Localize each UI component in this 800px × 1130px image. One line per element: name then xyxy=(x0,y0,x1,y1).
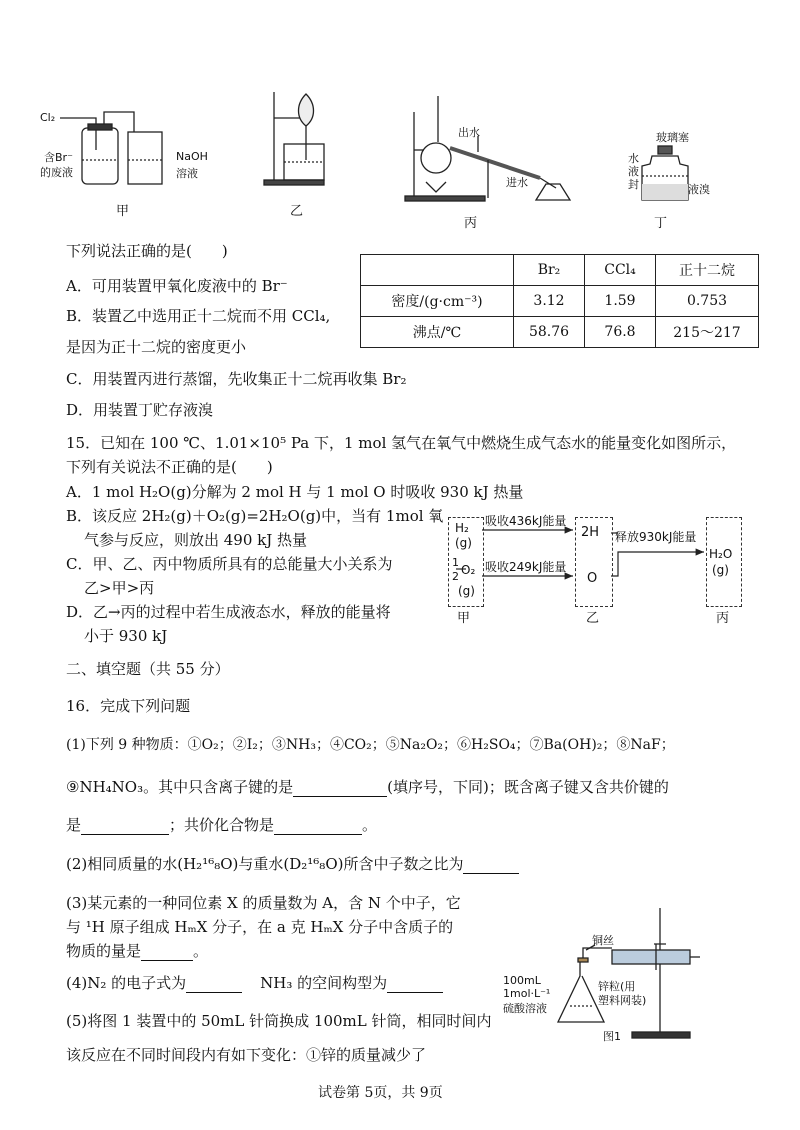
q15-option-c-line1: C．甲、乙、丙中物质所具有的总能量大小关系为 xyxy=(66,555,393,573)
absorb-h-label: 吸收436kJ能量 xyxy=(485,514,567,528)
section-title: 二、填空题（共 55 分） xyxy=(66,660,230,678)
q15-option-d-line1: D．乙→丙的过程中若生成液态水，释放的能量将 xyxy=(66,603,391,621)
q14-option-d: D．用装置丁贮存液溴 xyxy=(66,401,214,419)
q16-p3-line1: (3)某元素的一种同位素 X 的质量数为 A，含 N 个中子，它 xyxy=(66,894,461,912)
seal-label-1: 水 xyxy=(628,152,639,165)
absorb-o-label: 吸收249kJ能量 xyxy=(485,560,567,574)
q14-option-c: C．用装置丙进行蒸馏，先收集正十二烷再收集 Br₂ xyxy=(66,370,407,388)
seal-label-3: 封 xyxy=(628,178,639,191)
q14-option-b-line2: 是因为正十二烷的密度更小 xyxy=(66,338,247,356)
jia-caption: 甲 xyxy=(116,204,130,219)
acid-label-3: 硫酸溶液 xyxy=(503,1002,547,1015)
h2-label: H₂ xyxy=(455,521,469,535)
q15-option-d-line2: 小于 930 kJ xyxy=(84,627,168,645)
zinc-label-2: 塑料网装) xyxy=(598,994,647,1007)
o-label: O xyxy=(587,571,598,586)
ding-caption: 丁 xyxy=(654,216,668,231)
figure-caption: 图1 xyxy=(603,1030,621,1043)
acid-label-1: 100mL xyxy=(503,974,541,987)
table-cell: 密度/(g·cm⁻³) xyxy=(361,286,514,317)
table-cell: 1.59 xyxy=(585,286,656,317)
table-header-cell: Br₂ xyxy=(514,255,585,286)
q15-option-a: A．1 mol H₂O(g)分解为 2 mol H 与 1 mol O 时吸收 930 kJ 热量 xyxy=(66,483,524,501)
q16-p1-line1: (1)下列 9 种物质：①O₂；②I₂；③NH₃；④CO₂；⑤Na₂O₂；⑥H₂SO₄；⑦Ba(OH)₂；⑧NaF； xyxy=(66,737,675,753)
yi-label: 乙 xyxy=(586,611,600,626)
table-cell: 58.76 xyxy=(514,317,585,348)
q16-p3-end: 。 xyxy=(193,942,209,960)
q16-p2-text: (2)相同质量的水(H₂¹⁶₈O)与重水(D₂¹⁶₈O)所含中子数之比为 xyxy=(66,855,464,873)
q16-p3-line2: 与 ¹H 原子组成 HₘX 分子，在 a 克 HₘX 分子中含质子的 xyxy=(66,918,454,936)
o2-label: O₂ xyxy=(461,563,476,577)
bing-label: 丙 xyxy=(716,611,730,626)
half-numerator: 1 xyxy=(452,556,459,569)
table-cell: 76.8 xyxy=(585,317,656,348)
table-cell: 0.753 xyxy=(656,286,759,317)
q15-option-b-line1: B．该反应 2H₂(g)＋O₂(g)=2H₂O(g)中，当有 1mol 氧 xyxy=(66,507,444,525)
q16-p1-line2-text-2: (填序号，下同)；既含离子键又含共价键的 xyxy=(387,778,669,796)
half-denominator: 2 xyxy=(452,570,459,583)
q16-title: 16．完成下列问题 xyxy=(66,697,191,715)
copper-wire-label: 铜丝 xyxy=(592,934,614,947)
cl2-label: Cl₂ xyxy=(40,111,56,124)
g-label-3: (g) xyxy=(712,563,729,577)
q16-p1-line3-text-2: ；共价化合物是 xyxy=(169,816,275,834)
q16-p3-line3-text: 物质的量是 xyxy=(66,942,142,960)
q16-p1-line2-text: ⑨NH₄NO₃。其中只含离子键的是 xyxy=(66,778,294,796)
table-cell: 215～217 xyxy=(656,317,759,348)
h2o-label: H₂O xyxy=(709,547,733,561)
q15-stem-line2: 下列有关说法不正确的是( ) xyxy=(66,458,273,476)
naoh-label-2: 溶液 xyxy=(176,167,198,180)
bing-caption: 丙 xyxy=(464,216,478,231)
water-in-label: 进水 xyxy=(506,176,528,189)
jia-label: 甲 xyxy=(457,611,471,626)
stopper-label: 玻璃塞 xyxy=(656,131,689,144)
q16-p1-line3-text: 是 xyxy=(66,816,82,834)
release-label: 释放930kJ能量 xyxy=(615,530,697,544)
water-out-label: 出水 xyxy=(458,126,480,139)
q14-option-a: A．可用装置甲氧化废液中的 Br⁻ xyxy=(66,277,288,295)
q16-p5-line2: 该反应在不同时间段内有如下变化：①锌的质量减少了 xyxy=(66,1046,427,1064)
q15-option-b-line2: 气参与反应，则放出 490 kJ 热量 xyxy=(84,531,308,549)
yi-caption: 乙 xyxy=(290,204,304,219)
table-cell: 3.12 xyxy=(514,286,585,317)
g-label-2: (g) xyxy=(458,584,475,598)
q16-p4-text: (4)N₂ 的电子式为 xyxy=(66,974,187,992)
q14-stem: 下列说法正确的是( ) xyxy=(66,242,228,260)
q16-p4-text-2: NH₃ 的空间构型为 xyxy=(260,974,388,992)
seal-label-2: 液 xyxy=(628,165,639,178)
q16-p5-line1: (5)将图 1 装置中的 50mL 针筒换成 100mL 针筒，相同时间内 xyxy=(66,1012,492,1030)
q16-p1-line3-text-3: 。 xyxy=(362,816,378,834)
waste-label-2: 的废液 xyxy=(40,166,73,179)
g-label-1: (g) xyxy=(455,536,472,550)
liquid-bromine-label: 液溴 xyxy=(688,183,710,196)
page-footer: 试卷第 5页，共 9页 xyxy=(318,1085,443,1101)
q15-option-c-line2: 乙>甲>丙 xyxy=(84,579,155,597)
q15-stem-line1: 15．已知在 100 ℃、1.01×10⁵ Pa 下，1 mol 氢气在氧气中燃烧生成气态水的能量变化如图所示， xyxy=(66,434,737,452)
naoh-label: NaOH xyxy=(176,150,208,163)
waste-label: 含Br⁻ xyxy=(44,151,73,164)
acid-label-2: 1mol·L⁻¹ xyxy=(503,987,551,1000)
q14-option-b-line1: B．装置乙中选用正十二烷而不用 CCl₄, xyxy=(66,307,331,325)
table-cell: 沸点/℃ xyxy=(361,317,514,348)
table-header-cell: 正十二烷 xyxy=(656,255,759,286)
two-h-label: 2H xyxy=(581,525,600,540)
table-header-cell: CCl₄ xyxy=(585,255,656,286)
zinc-label-1: 锌粒(用 xyxy=(598,980,636,993)
